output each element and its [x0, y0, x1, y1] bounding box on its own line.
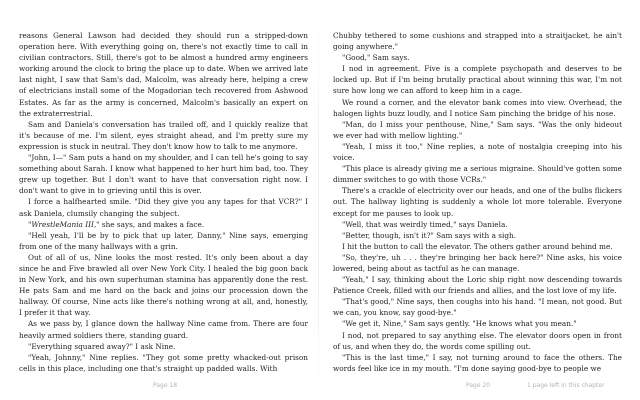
paragraph: As we pass by, I glance down the hallway Nine came from. There are four heavily armed soldiers there, standing guard.	[19, 319, 308, 340]
paragraph: I nod in agreement. Five is a complete psychopath and deserves to be locked up. But if I'm being brutally practical about winning this war, I'm not sure how long we can afford to keep him in a cage.	[333, 64, 622, 96]
paragraph: "Hell yeah, I'll be by to pick that up later, Danny," Nine says, emerging from one of the many hallways with a grin.	[19, 230, 308, 251]
paragraph: "John, I—" Sam puts a hand on my shoulder, and I can tell he's going to say something about Sarah. I know what happened to her hurt him bad, too. They grew up together. But I don't want to have that conversation right now. I don't want to give in to grieving until this is over.	[19, 153, 308, 196]
right-page[interactable]	[333, 30, 622, 374]
paragraph: "That's good," Nine says, then coughs into his hand. "I mean, not good. But we can, you know, say good-bye."	[333, 297, 622, 318]
left-page-number: Page 18	[153, 382, 178, 389]
paragraph: I nod, not prepared to say anything else. The elevator doors open in front of us, and when they do, the words come spilling out.	[333, 330, 622, 351]
paragraph: "This is the last time," I say, not turning around to face the others. The words feel like ice in my mouth. "I'm done saying good-bye to people we	[333, 352, 622, 373]
italic-title: WrestleMania III,	[31, 219, 97, 229]
paragraph: "Yeah, I miss it too," Nine replies, a note of nostalgia creeping into his voice.	[333, 141, 622, 163]
paragraph: "Everything squared away?" I ask Nine.	[28, 341, 176, 351]
paragraph: "Yeah," I say, thinking about the Loric ship right now descending towards Patience Creek, filled with our friends and allies, and the lost love of my life.	[333, 275, 622, 296]
page-gutter	[318, 0, 319, 400]
paragraph: We round a corner, and the elevator bank comes into view. Overhead, the halogen lights buzz loudly, and I notice Sam pinching the bridge of his nose.	[333, 97, 622, 118]
paragraph: "Better, though, isn't it?" Sam says with a sigh.	[342, 230, 517, 240]
paragraph: "Good," Sam says.	[342, 53, 410, 63]
paragraph: "WrestleMania III," she says, and makes a face.	[28, 219, 205, 229]
chapter-progress: 1 page left in this chapter	[527, 382, 605, 389]
paragraph: "We get it, Nine," Sam says gently. "He knows what you mean."	[342, 319, 577, 329]
paragraph: I force a halfhearted smile. "Did they give you any tapes for that VCR?" I ask Daniela, clumsily changing the subject.	[19, 197, 308, 218]
paragraph: There's a crackle of electricity over our heads, and one of the bulbs flickers out. The hallway lighting is suddenly a whole lot more tolerable. Everyone except for me pauses to look up.	[333, 186, 622, 218]
left-page[interactable]	[19, 30, 308, 374]
paragraph: "Well, that was weirdly timed," says Daniela.	[342, 219, 508, 229]
paragraph: "Man, do I miss your penthouse, Nine," Sam says. "Was the only hideout we ever had with mellow lighting."	[333, 119, 622, 140]
paragraph: I hit the button to call the elevator. The others gather around behind me.	[342, 241, 613, 251]
paragraph: "This place is already giving me a serious migraine. Should've gotten some dimmer switches to go with those VCRs."	[333, 164, 622, 185]
right-page-number: Page 20	[466, 382, 491, 389]
paragraph: "Yeah, Johnny," Nine replies. "They got some pretty whacked-out prison cells in this place, including one that's straight up padded walls. With	[19, 352, 308, 373]
paragraph: Out of all of us, Nine looks the most rested. It's only been about a day since he and Five brawled all over New York City. I healed the big goon back in New York, and his own superhuman stamina has apparently done the rest. He pats Sam and me hard on the back and joins our procession down the hallway. Of course, Nine acts like there's nothing wrong at all, and, honestly, I prefer it that way.	[19, 252, 308, 318]
paragraph: Chubby tethered to some cushions and strapped into a straitjacket, he ain't going anywhere."	[333, 31, 622, 52]
paragraph: "So, they're, uh . . . they're bringing her back here?" Nine asks, his voice lowered, being about as tactful as he can manage.	[333, 252, 622, 273]
paragraph: Sam and Daniela's conversation has trailed off, and I quickly realize that it's because of me. I'm silent, eyes straight ahead, and I'm pretty sure my expression is stuck in neutral. They don't know how to talk to me anymore.	[19, 119, 308, 151]
paragraph: reasons General Lawson had decided they should run a stripped-down operation here. With everything going on, there's not exactly time to call in civilian contractors. Still, there's got to be almost a hundred army engineers working around the clock to bring the place up to date. When we arrived late last night, I saw that Sam's dad, Malcolm, was already here, helping a crew of electricians install some of the Mogadorian tech recovered from Ashwood Estates. As far as the army is concerned, Malcolm's basically an expert on the extraterrestrial.	[19, 31, 308, 118]
